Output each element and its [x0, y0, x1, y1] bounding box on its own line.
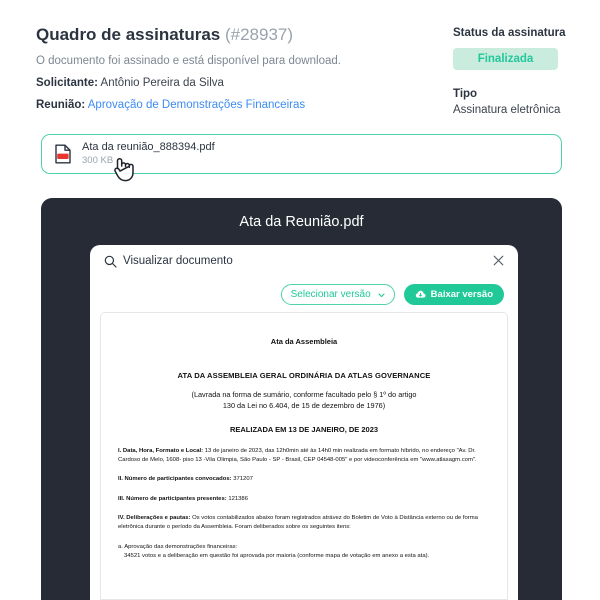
- doc-subtitle: [118, 389, 490, 411]
- select-version-button[interactable]: [281, 284, 395, 305]
- doc-item-4: [118, 514, 490, 531]
- attached-file-card[interactable]: [41, 134, 562, 174]
- doc-item-3: [118, 495, 490, 504]
- doc-item-3-label: III. Número de participantes presentes:: [118, 495, 227, 502]
- download-version-label: Baixar versão: [430, 289, 493, 300]
- doc-heading: Ata da Assembleia: [270, 337, 338, 346]
- search-icon[interactable]: [104, 255, 117, 268]
- requester-value: Antônio Pereira da Silva: [100, 77, 224, 89]
- doc-item-a-text: 34521 votos e a deliberação em questão foi aprovada por maioria (conforme mapa de votação em anexo a esta ata).: [124, 553, 430, 560]
- status-badge: Finalizada: [453, 48, 558, 70]
- attached-file-size: 300 KB: [82, 155, 114, 166]
- viewer-header: [90, 245, 518, 279]
- doc-subtitle-line1: (Lavrada na forma de sumário, conforme facultado pelo § 1º do artigo: [191, 390, 417, 399]
- cloud-download-icon: [415, 290, 426, 299]
- signature-status-label: Status da assinatura: [453, 27, 566, 39]
- page-title: [36, 25, 293, 45]
- doc-item-4-text: Os votos contabilizados abaixo foram registrados atrávez do Boletim de Voto à Distância externo ou de forma eletrônica durante o período da Assembleia. Foram deliberados sobre os seguintes itens:: [118, 515, 478, 530]
- signature-type-label: Tipo: [453, 88, 478, 100]
- doc-item-2: [118, 475, 490, 484]
- download-version-button[interactable]: [404, 284, 504, 305]
- page-title-id: (#28937): [224, 25, 294, 44]
- signature-type-block: [453, 88, 593, 116]
- pdf-file-icon: [54, 144, 72, 164]
- doc-item-3-value: 121386: [226, 495, 248, 502]
- chevron-down-icon: [378, 291, 385, 298]
- requester-label: Solicitante:: [36, 77, 98, 89]
- doc-subtitle-line2: 130 da Lei no 6.404, de 15 de dezembro de 1976): [222, 401, 386, 410]
- doc-item-a-label: a. Aprovação das demonstrações financeiras:: [118, 543, 238, 550]
- doc-date-line: REALIZADA EM 13 DE JANEIRO, DE 2023: [229, 425, 379, 434]
- meeting-row: [36, 99, 305, 111]
- document-viewer-modal: [41, 198, 562, 600]
- doc-item-1: [118, 447, 490, 464]
- doc-item-a: [118, 543, 490, 552]
- page-title-text: Quadro de assinaturas: [36, 25, 221, 44]
- doc-item-2-value: 371207: [231, 476, 253, 483]
- close-icon[interactable]: [492, 254, 505, 267]
- doc-title: ATA DA ASSEMBLEIA GERAL ORDINÁRIA DA ATLAS GOVERNANCE: [177, 371, 431, 380]
- requester-row: [36, 77, 224, 89]
- page-subtitle: O documento foi assinado e está disponível para download.: [36, 55, 341, 67]
- doc-item-1-label: I. Data, Hora, Formato e Local:: [118, 448, 204, 454]
- viewer-panel: [90, 245, 518, 600]
- viewer-search-label: Visualizar documento: [123, 255, 233, 267]
- modal-title: Ata da Reunião.pdf: [239, 214, 364, 230]
- attached-file-texts: [82, 141, 215, 167]
- signature-status-block: [453, 27, 583, 70]
- attached-file-name: Ata da reunião_888394.pdf: [82, 141, 215, 153]
- meeting-label: Reunião:: [36, 99, 86, 111]
- signature-type-value: Assinatura eletrônica: [453, 104, 561, 116]
- meeting-link[interactable]: Aprovação de Demonstrações Financeiras: [87, 99, 306, 111]
- doc-item-4-label: IV. Deliberações e pautas:: [118, 515, 191, 522]
- viewer-actions: [281, 284, 504, 305]
- doc-item-2-label: II. Número de participantes convocados:: [118, 476, 232, 483]
- doc-item-1-text: 13 de janeiro de 2023, das 12h0min até às 14h0 min realizada em formato híbrido, no endereço "Av. Dr. Cardoso de Melo, 1608- piso 13 -Vila Olimpia, São Paulo - SP - Brasil, CEP 04548-005" e por videoconferência em "www.atlasagm.com".: [118, 448, 477, 463]
- select-version-label: Selecionar versão: [290, 289, 371, 300]
- pdf-page[interactable]: [100, 312, 508, 600]
